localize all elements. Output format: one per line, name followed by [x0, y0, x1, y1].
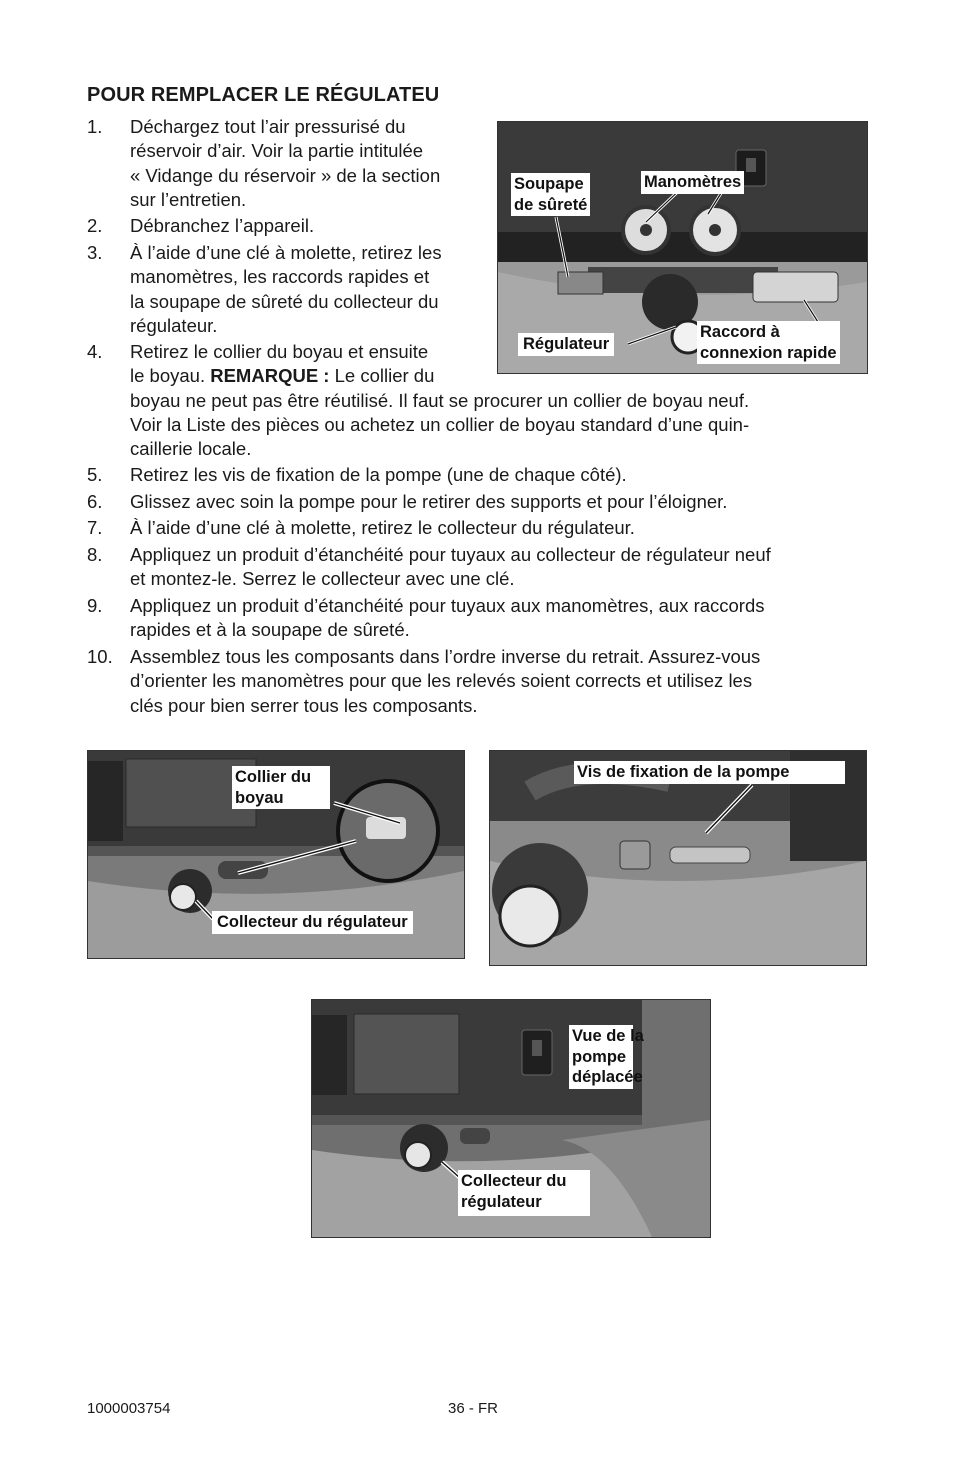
step-5 [87, 463, 867, 487]
step-line: Appliquez un produit d’étanchéité pour tuyaux au collecteur de régulateur neuf [130, 544, 771, 565]
step-line: clés pour bien serrer tous les composants. [130, 694, 478, 716]
step-text: Le collier du [334, 365, 435, 387]
step-1 [87, 115, 487, 212]
step-number: 5. [87, 464, 103, 485]
step-9 [87, 594, 867, 643]
label-quick-coupler: Raccord à connexion rapide [697, 321, 840, 364]
step-line: d’orienter les manomètres pour que les relevés soient corrects et utilisez les [130, 670, 753, 692]
step-line: Voir la Liste des pièces ou achetez un collier de boyau standard d’une quin- [130, 413, 750, 435]
photo-regulator-assembly [497, 121, 868, 374]
step-number: 3. [87, 242, 103, 263]
step-number: 2. [87, 215, 103, 236]
label-pump-moved: Vue de la pompe déplacée [569, 1025, 633, 1089]
step-line: Appliquez un produit d’étanchéité pour tuyaux aux manomètres, aux raccords [130, 595, 765, 616]
step-6 [87, 490, 867, 514]
label-safety-valve: Soupape de sûreté [511, 173, 590, 216]
step-2 [87, 214, 487, 238]
photo-pump-screws [489, 750, 867, 966]
label-regulator: Régulateur [518, 333, 614, 356]
step-10 [87, 645, 867, 718]
document-number: 1000003754 [87, 1400, 171, 1417]
step-line: Retirez le collier du boyau et ensuite [130, 341, 429, 362]
step-number: 4. [87, 341, 103, 362]
step-line: et montez-le. Serrez le collecteur avec une clé. [130, 568, 515, 590]
step-number: 8. [87, 544, 103, 565]
step-8 [87, 543, 867, 592]
step-7 [87, 516, 867, 540]
step-line: caillerie locale. [130, 438, 252, 460]
step-line: réservoir d’air. Voir la partie intitulée [130, 140, 424, 162]
step-line: « Vidange du réservoir » de la section [130, 164, 441, 186]
label-hose-clamp: Collier du boyau [232, 766, 330, 809]
step-line: boyau ne peut pas être réutilisé. Il faut se procurer un collier de boyau neuf. [130, 389, 750, 411]
step-line: À l’aide d’une clé à molette, retirez les [130, 242, 442, 263]
step-number: 10. [87, 646, 113, 667]
step-line: sur l’entretien. [130, 188, 247, 210]
step-number: 9. [87, 595, 103, 616]
step-line: manomètres, les raccords rapides et [130, 266, 430, 288]
label-regulator-manifold: Collecteur du régulateur [458, 1170, 590, 1216]
label-regulator-manifold: Collecteur du régulateur [212, 911, 413, 934]
step-number: 1. [87, 116, 103, 137]
photo-hose-clamp [87, 750, 465, 959]
step-number: 6. [87, 491, 103, 512]
label-gauges: Manomètres [641, 171, 744, 194]
step-line: Glissez avec soin la pompe pour le retirer des supports et pour l’éloigner. [130, 491, 728, 512]
photo-pump-moved [311, 999, 711, 1238]
remark-label: REMARQUE : [210, 365, 330, 387]
page-title: POUR REMPLACER LE RÉGULATEU [87, 84, 440, 106]
step-text: le boyau. [130, 365, 206, 387]
step-line: Débranchez l’appareil. [130, 215, 315, 236]
step-line: Retirez les vis de fixation de la pompe (une de chaque côté). [130, 464, 627, 485]
page-number: 36 - FR [448, 1400, 499, 1417]
label-pump-screws: Vis de fixation de la pompe [574, 761, 845, 784]
step-line: la soupape de sûreté du collecteur du [130, 290, 439, 312]
step-3 [87, 241, 487, 338]
step-number: 7. [87, 517, 103, 538]
step-line: À l’aide d’une clé à molette, retirez le collecteur du régulateur. [130, 517, 635, 538]
step-line: Déchargez tout l’air pressurisé du [130, 116, 406, 137]
step-line: Assemblez tous les composants dans l’ordre inverse du retrait. Assurez-vous [130, 646, 761, 667]
step-line: rapides et à la soupape de sûreté. [130, 619, 410, 641]
step-line: régulateur. [130, 314, 218, 336]
